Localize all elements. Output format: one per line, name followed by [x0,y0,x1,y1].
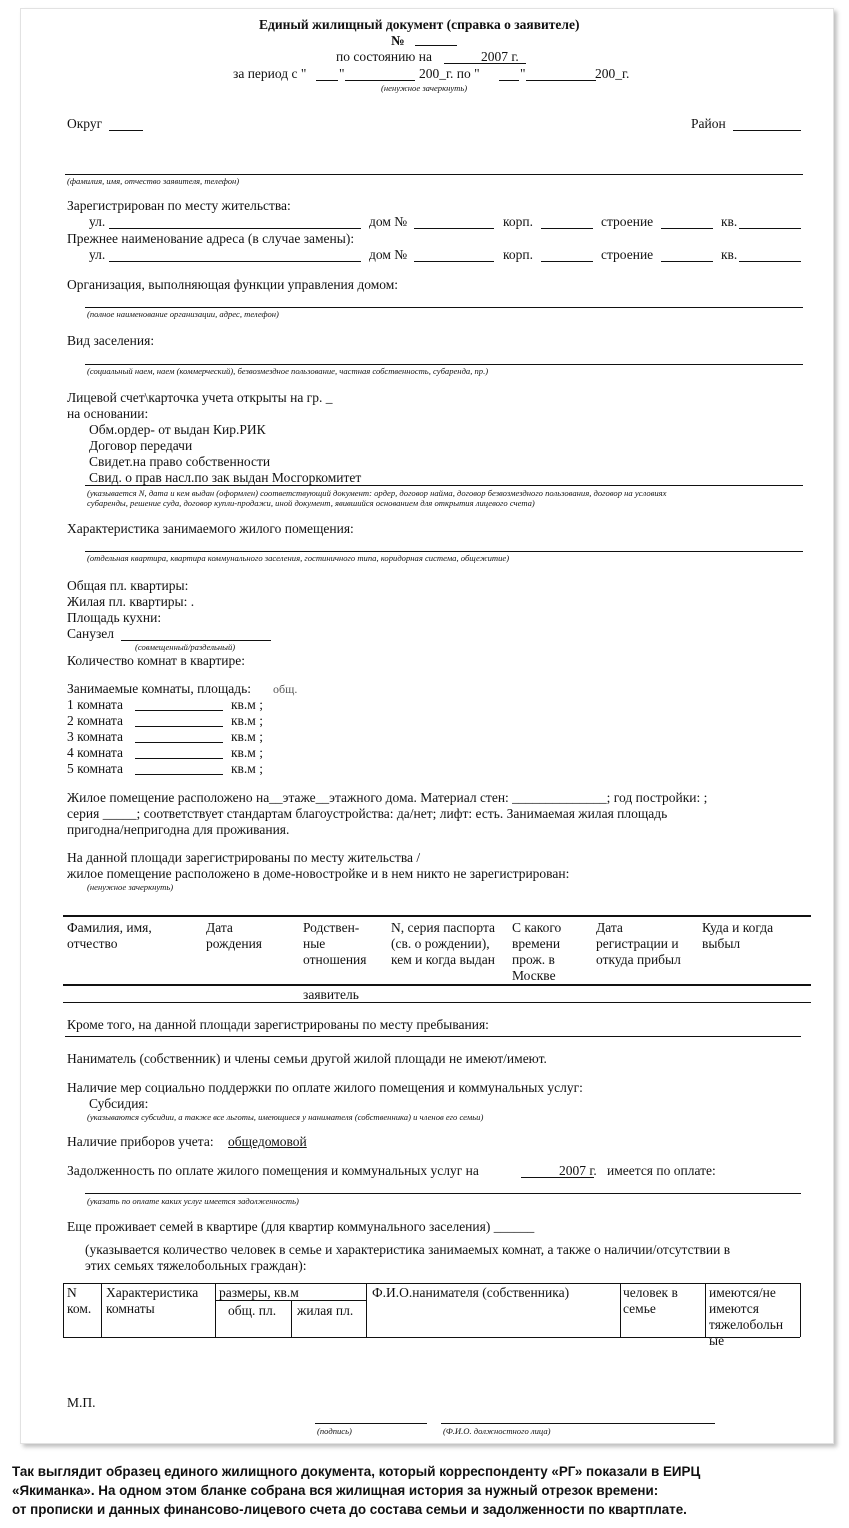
room-3-underline [135,742,223,743]
t2-v7 [800,1283,801,1337]
korpus-label: корп. [503,214,533,229]
room-2-underline [135,726,223,727]
room-4-unit: кв.м ; [231,745,263,760]
org-line [85,307,803,308]
period-quote2: " [520,66,526,81]
okrug-underline [109,130,143,131]
t2-col-tenant: Ф.И.О.нанимателя (собственника) [372,1285,570,1300]
basis-item-3: Свидет.на право собственности [89,454,271,469]
temp-registered-line [65,1036,801,1037]
t2-v0 [63,1283,64,1337]
t2-v5 [620,1283,621,1337]
debt-note: (указать по оплате каких услуг имеется задолженность) [87,1196,299,1206]
prev-house-label: дом № [369,247,408,262]
registered-label: Зарегистрирован по месту жительства: [67,198,291,213]
meters-label: Наличие приборов учета: [67,1134,214,1149]
table1-col-birth: Дата рождения [206,920,263,951]
signature-line [315,1423,427,1424]
korpus-underline [541,228,593,229]
state-year: 2007 г. [481,49,519,64]
characteristic-label: Характеристика занимаемого жилого помещения: [67,521,354,536]
registered-here-line-1: На данной площади зарегистрированы по месту жительства / [67,850,421,865]
building-underline [661,228,713,229]
prev-apartment-label: кв. [721,247,738,262]
document-title: Единый жилищный документ (справка о заявителе) [259,17,580,32]
settlement-line [85,364,803,365]
t2-v4 [366,1283,367,1337]
state-as-of-label: по состоянию на [336,49,432,64]
account-basis: на основании: [67,406,149,421]
other-housing-text: Наниматель (собственник) и члены семьи другой жилой площади не имеют/имеют. [67,1051,547,1066]
period-day2-underline [499,80,519,81]
t2-col-total-area: общ. пл. [228,1303,277,1318]
stamp-place-label: М.П. [67,1395,96,1410]
t2-v2 [215,1283,216,1337]
table1-top-border [63,915,811,917]
living-area-label: Жилая пл. квартиры: . [67,594,195,609]
t2-v1 [101,1283,102,1337]
kitchen-area-label: Площадь кухни: [67,610,162,625]
prev-building-label: строение [601,247,654,262]
occupied-rooms-label: Занимаемые комнаты, площадь: [67,681,251,696]
table1-col-registration: Дата регистрации и откуда прибыл [596,920,681,967]
registered-here-line-2: жилое помещение расположено в доме-новостройке и в нем никто не зарегистрирован: [67,866,570,881]
characteristic-line [85,551,803,552]
table1-row1-border [63,1002,811,1003]
debt-year: 2007 г. [559,1163,597,1178]
debt-label: Задолженность по оплате жилого помещения и коммунальных услуг на [67,1163,479,1178]
t2-col-number: N ком. [67,1285,92,1316]
t2-col-people: человек в семье [623,1285,678,1316]
official-name-note: (Ф.И.О. должностного лица) [443,1426,551,1436]
basis-line [85,485,803,486]
t2-col-characteristic: Характеристика комнаты [106,1285,199,1316]
prev-korpus-label: корп. [503,247,533,262]
location-line-2: серия _____; соответствует стандартам благоустройства: да/нет; лифт: есть. Занимаемая жилая площадь [67,806,668,821]
subsidy-label: Субсидия: [89,1096,149,1111]
room-5-label: 5 комната [67,761,123,776]
prev-street-underline [109,261,361,262]
period-day1-underline [316,80,338,81]
room-4-underline [135,758,223,759]
apartment-underline [739,228,801,229]
account-note-1: (указывается N, дата и кем выдан (оформлен) соответствующий документ: ордер, договор найма, договор безвозмездного пользования, договор на условиях [87,488,667,498]
total-area-label: Общая пл. квартиры: [67,578,189,593]
basis-item-1: Обм.ордер- от выдан Кир.РИК [89,422,266,437]
building-label: строение [601,214,654,229]
room-5-unit: кв.м ; [231,761,263,776]
prev-street-label: ул. [89,247,106,262]
table1-col-relation: Родствен- ные отношения [303,920,367,967]
caption-line-2: «Якиманка». На одном этом бланке собрана вся жилищная история за нужный отрезок времени: [12,1483,659,1498]
official-name-line [441,1423,715,1424]
debt-suffix: имеется по оплате: [607,1163,716,1178]
t2-v3 [291,1300,292,1337]
room-3-unit: кв.м ; [231,729,263,744]
room-3-label: 3 комната [67,729,123,744]
caption-line-3: от прописки и данных финансово-лицевого счета до состава семьи и задолженности по квартплате. [12,1502,687,1517]
prev-house-underline [414,261,494,262]
room-5-underline [135,774,223,775]
prev-korpus-underline [541,261,593,262]
okrug-label: Округ [67,116,103,131]
account-label: Лицевой счет\карточка учета открыты на гр. _ [67,390,333,405]
support-note: (указываются субсидии, а также все льготы, имеющиеся у нанимателя (собственника) и членов его семьи) [87,1112,484,1122]
bathroom-underline [121,640,271,641]
t2-col-living-area: жилая пл. [297,1303,354,1318]
families-note-2: этих семьях тяжелобольных граждан): [85,1258,307,1273]
caption-line-1: Так выглядит образец единого жилищного документа, который корреспонденту «РГ» показали в ЕИРЦ [12,1464,701,1479]
period-prefix: за период с " [233,66,307,81]
table1-col-since: С какого времени прож. в Москве [512,920,562,983]
account-note-2: субаренды, решение суда, договор купли-продажи, иной документ, явившийся основанием для открытия лицевого счета) [87,498,535,508]
families-note-1: (указывается количество человек в семье и характеристика занимаемых комнат, а также о наличии/отсутствии в [85,1242,731,1257]
table1-col-name: Фамилия, имя, отчество [67,920,152,951]
bathroom-note: (совмещенный/раздельный) [135,642,236,652]
t2-bottom [63,1337,800,1338]
prev-address-label: Прежнее наименование адреса (в случае замены): [67,231,355,246]
number-underline [415,45,457,46]
period-quote1: " [339,66,345,81]
period-month1-underline [345,80,415,81]
org-note: (полное наименование организации, адрес, телефон) [87,309,279,319]
settlement-label: Вид заселения: [67,333,155,348]
applicant-line [65,174,803,175]
strike-note: (ненужное зачеркнуть) [381,83,468,93]
rooms-count-label: Количество комнат в квартире: [67,653,246,668]
support-label: Наличие мер социально поддержки по оплате жилого помещения и коммунальных услуг: [67,1080,583,1095]
location-line-1: Жилое помещение расположено на__этаже__этажного дома. Материал стен: ______________; год постройки: ; [67,790,708,805]
t2-col-ill: имеются/не имеются тяжелобольн ые [709,1285,784,1348]
t2-col-sizes: размеры, кв.м [219,1285,299,1300]
applicant-note: (фамилия, имя, отчество заявителя, телефон) [67,176,240,186]
house-label: дом № [369,214,408,229]
characteristic-note: (отдельная квартира, квартира коммунального заселения, гостиничного типа, коридорная система, общежитие) [87,553,510,563]
period-mid: 200_г. по " [419,66,480,81]
room-2-label: 2 комната [67,713,123,728]
table1-col-passport: N, серия паспорта (св. о рождении), кем и когда выдан [391,920,496,967]
caption [12,1462,700,1519]
street-label: ул. [89,214,106,229]
table1-col-departed: Куда и когда выбыл [702,920,774,951]
table1-row1-relation: заявитель [303,987,359,1002]
period-end: 200_г. [595,66,630,81]
rayon-underline [733,130,801,131]
prev-building-underline [661,261,713,262]
bathroom-label: Санузел [67,626,115,641]
room-2-unit: кв.м ; [231,713,263,728]
temp-registered-label: Кроме того, на данной площади зарегистрированы по месту пребывания: [67,1017,489,1032]
house-underline [414,228,494,229]
signature-note: (подпись) [317,1426,352,1436]
debt-line [85,1193,801,1194]
table1-header-border [63,984,811,986]
basis-item-2: Договор передачи [89,438,193,453]
org-label: Организация, выполняющая функции управления домом: [67,277,399,292]
t2-top [63,1283,800,1284]
location-line-3: пригодна/непригодна для проживания. [67,822,290,837]
rayon-label: Район [691,116,726,131]
room-4-label: 4 комната [67,745,123,760]
occupied-rooms-extra: общ. [273,682,298,696]
document-sheet [20,8,834,1444]
room-1-label: 1 комната [67,697,123,712]
settlement-note: (социальный наем, наем (коммерческий), безвозмездное пользование, частная собственность, субаренда, пр.) [87,366,489,376]
street-underline [109,228,361,229]
families-label: Еще проживает семей в квартире (для квартир коммунального заселения) ______ [67,1219,535,1234]
room-1-unit: кв.м ; [231,697,263,712]
apartment-label: кв. [721,214,738,229]
period-month2-underline [526,80,596,81]
t2-v6 [705,1283,706,1337]
registered-here-note: (ненужное зачеркнуть) [87,882,174,892]
room-1-underline [135,710,223,711]
basis-item-4: Свид. о прав насл.по зак выдан Мосгоркомитет [89,470,362,485]
prev-apartment-underline [739,261,801,262]
meters-value: общедомовой [228,1134,307,1149]
document-number-label: № [391,33,405,48]
